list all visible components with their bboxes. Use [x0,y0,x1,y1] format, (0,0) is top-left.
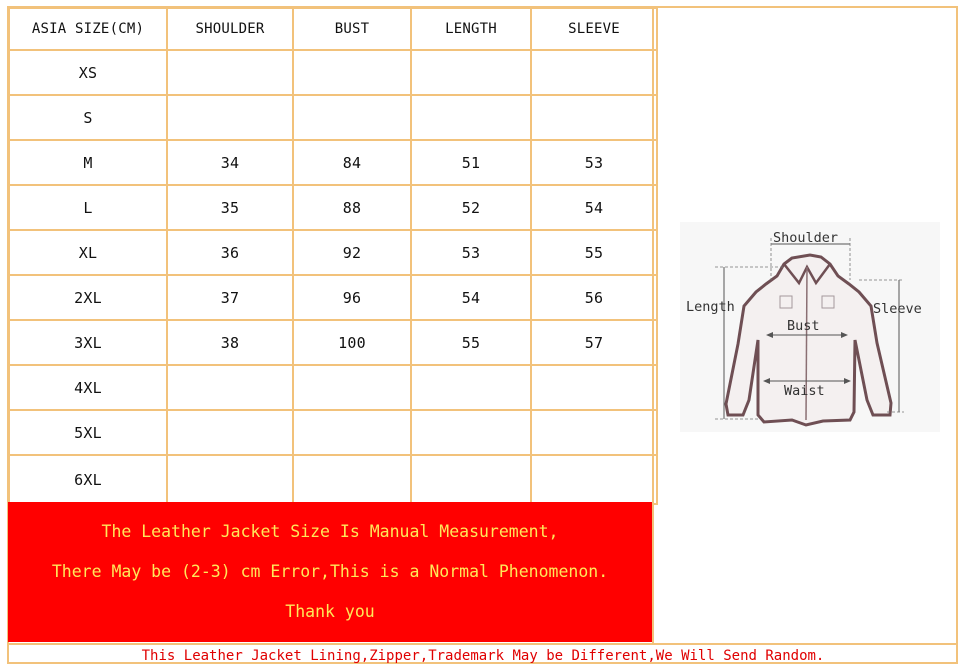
length-cell: 52 [411,185,531,230]
size-cell: L [9,185,167,230]
bust-cell [293,455,411,504]
sleeve-cell: 53 [531,140,657,185]
length-cell [411,95,531,140]
shoulder-cell: 37 [167,275,293,320]
notice-thank-you: Thank you [285,602,375,621]
length-cell [411,50,531,95]
table-row [9,410,657,455]
sleeve-cell [531,95,657,140]
table-header-row [9,8,657,50]
size-cell: M [9,140,167,185]
header-asia-size: ASIA SIZE(CM) [9,8,167,50]
bust-cell: 88 [293,185,411,230]
shoulder-cell [167,455,293,504]
size-table [8,7,658,505]
length-cell [411,455,531,504]
size-cell: XS [9,50,167,95]
length-cell: 54 [411,275,531,320]
sleeve-cell: 55 [531,230,657,275]
table-row [9,140,657,185]
table-row [9,365,657,410]
bust-label: Bust [787,318,820,334]
bust-cell [293,50,411,95]
waist-label: Waist [784,383,825,399]
header-sleeve: SLEEVE [531,8,657,50]
size-cell: 2XL [9,275,167,320]
shoulder-cell: 36 [167,230,293,275]
size-cell: 4XL [9,365,167,410]
size-cell: 6XL [9,455,167,504]
jacket-measurement-diagram [680,222,940,432]
shoulder-cell [167,95,293,140]
length-cell: 55 [411,320,531,365]
shoulder-cell: 38 [167,320,293,365]
sleeve-cell [531,455,657,504]
bust-cell: 84 [293,140,411,185]
table-row [9,50,657,95]
shoulder-cell: 34 [167,140,293,185]
notice-line-1: The Leather Jacket Size Is Manual Measurement, [101,522,559,541]
size-cell: S [9,95,167,140]
size-cell: 5XL [9,410,167,455]
sleeve-label: Sleeve [873,301,922,317]
table-row [9,275,657,320]
header-bust: BUST [293,8,411,50]
bust-cell [293,95,411,140]
length-cell: 53 [411,230,531,275]
shoulder-cell [167,50,293,95]
shoulder-cell: 35 [167,185,293,230]
sleeve-cell: 54 [531,185,657,230]
length-label: Length [686,299,735,315]
table-row [9,185,657,230]
shoulder-cell [167,365,293,410]
table-row [9,230,657,275]
notice-line-2: There May be (2-3) cm Error,This is a Normal Phenomenon. [51,562,609,581]
table-row [9,95,657,140]
table-row [9,455,657,504]
sleeve-cell [531,365,657,410]
measurement-notice [8,502,652,642]
bust-cell: 96 [293,275,411,320]
table-row [9,320,657,365]
bust-cell: 100 [293,320,411,365]
bust-cell: 92 [293,230,411,275]
jacket-diagram-svg [680,222,940,432]
header-length: LENGTH [411,8,531,50]
sleeve-cell: 57 [531,320,657,365]
size-cell: XL [9,230,167,275]
size-cell: 3XL [9,320,167,365]
bust-cell [293,410,411,455]
sleeve-cell [531,50,657,95]
sleeve-cell: 56 [531,275,657,320]
header-shoulder: SHOULDER [167,8,293,50]
shoulder-cell [167,410,293,455]
shoulder-label: Shoulder [773,230,839,246]
length-cell [411,365,531,410]
length-cell: 51 [411,140,531,185]
sleeve-cell [531,410,657,455]
length-cell [411,410,531,455]
lining-disclaimer: This Leather Jacket Lining,Zipper,Trademark May be Different,We Will Send Random. [8,643,958,665]
bust-cell [293,365,411,410]
